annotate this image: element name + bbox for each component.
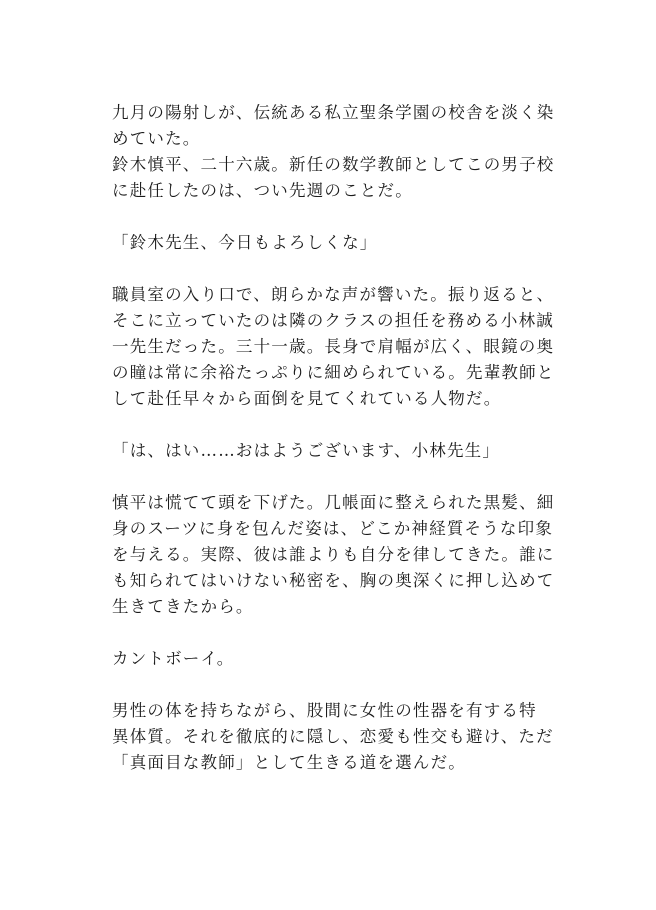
paragraph bbox=[112, 646, 552, 672]
paragraph bbox=[112, 100, 555, 204]
text-line: めていた。 bbox=[112, 129, 201, 148]
paragraph bbox=[112, 282, 555, 412]
text-line: 一先生だった。三十一歳。長身で肩幅が広く、眼鏡の奥 bbox=[112, 337, 555, 356]
text-line: 九月の陽射しが、伝統ある私立聖条学園の校舎を淡く染 bbox=[112, 103, 555, 122]
text-line: を与える。実際、彼は誰よりも自分を律してきた。誰に bbox=[112, 545, 555, 564]
paragraph bbox=[112, 698, 552, 776]
text-line: 男性の体を持ちながら、股間に女性の性器を有する特 bbox=[112, 701, 537, 720]
text-line: 生きてきたから。 bbox=[112, 597, 254, 616]
text-line: に赴任したのは、つい先週のことだ。 bbox=[112, 181, 413, 200]
paragraph bbox=[112, 438, 552, 464]
text-line: そこに立っていたのは隣のクラスの担任を務める小林誠 bbox=[112, 311, 555, 330]
text-line: 身のスーツに身を包んだ姿は、どこか神経質そうな印象 bbox=[112, 519, 554, 538]
text-line: 慎平は慌てて頭を下げた。几帳面に整えられた黒髪、細 bbox=[112, 493, 555, 512]
document-body bbox=[112, 100, 555, 802]
text-line: 鈴木慎平、二十六歳。新任の数学教師としてこの男子校 bbox=[112, 155, 555, 174]
text-line: して赴任早々から面倒を見てくれている人物だ。 bbox=[112, 389, 502, 408]
text-line: の瞳は常に余裕たっぷりに細められている。先輩教師と bbox=[112, 363, 555, 382]
paragraph bbox=[112, 230, 552, 256]
text-line: 職員室の入り口で、朗らかな声が響いた。振り返ると、 bbox=[112, 285, 555, 304]
text-line: 異体質。それを徹底的に隠し、恋愛も性交も避け、ただ bbox=[112, 727, 554, 746]
text-line: カントボーイ。 bbox=[112, 649, 235, 668]
text-line: 「鈴木先生、今日もよろしくな」 bbox=[112, 233, 378, 252]
text-line: も知られてはいけない秘密を、胸の奥深くに押し込めて bbox=[112, 571, 555, 590]
text-line: 「真面目な教師」として生きる道を選んだ。 bbox=[112, 753, 466, 772]
text-line: 「は、はい……おはようございます、小林先生」 bbox=[112, 441, 501, 460]
paragraph bbox=[112, 490, 555, 620]
